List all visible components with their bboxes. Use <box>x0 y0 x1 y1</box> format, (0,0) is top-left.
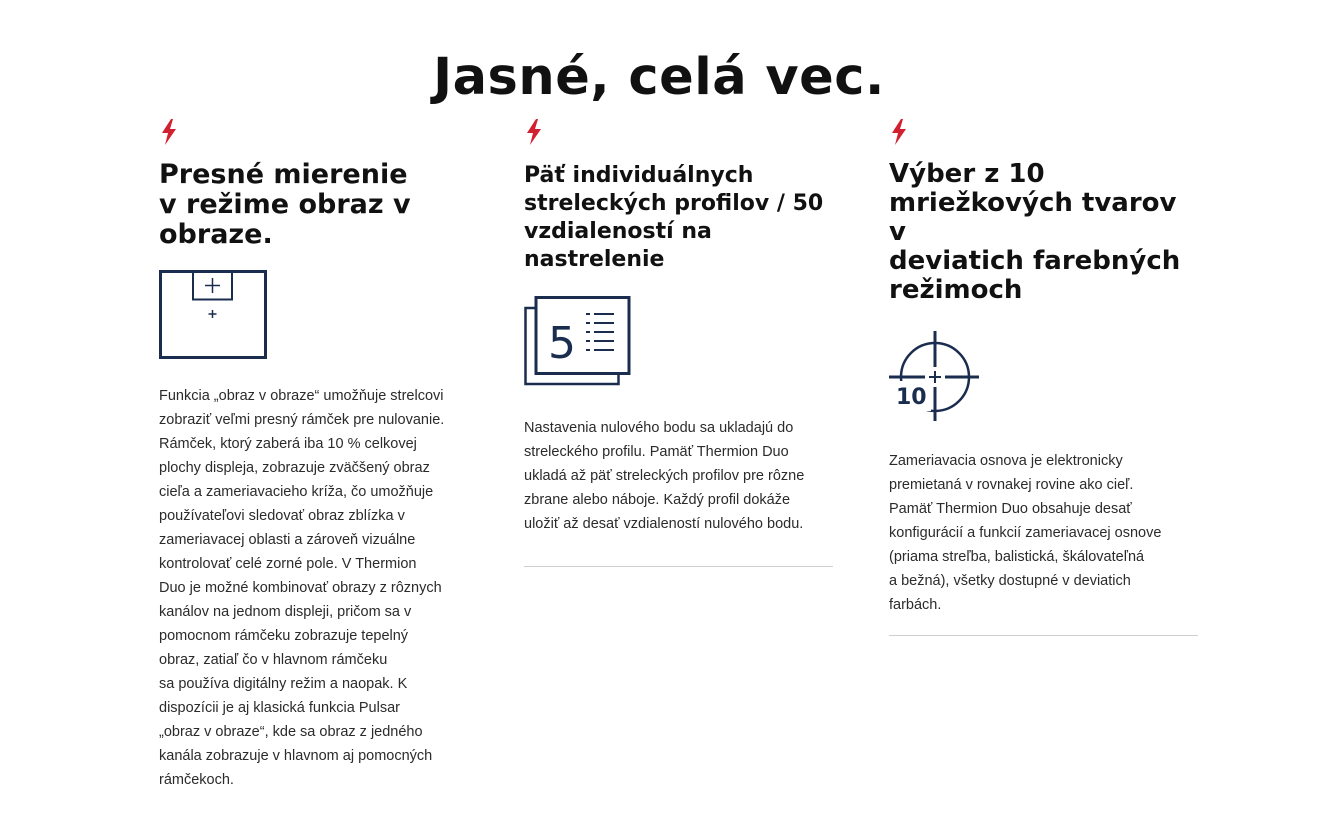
reticle-icon-number: 10 <box>896 385 927 410</box>
divider <box>524 566 833 567</box>
feature-description: Funkcia „obraz v obraze“ umožňuje strelcovi zobraziť veľmi presný rámček pre nulovanie. Rámček, ktorý zaberá iba 10 % celkovej plochy displeja, zobrazuje zväčšený obraz cieľa a zameriavacieho kríža, čo umožňuje používateľovi sledovať obraz zblízka v zameriavacej oblasti a zároveň vizuálne kontrolovať celé zorné pole. V Thermion Duo je možné kombinovať obrazy z rôznych kanálov na jednom displeji, pričom sa v pomocnom rámčeku zobrazuje tepelný obraz, zatiaľ čo v hlavnom rámčeku sa používa digitálny režim a naopak. K dispozícii je aj klasická funkcia Pulsar „obraz v obraze“, kde sa obraz z jedného kanála zobrazuje v hlavnom aj pomocných rámčekoch. <box>159 388 445 788</box>
feature-heading: Päť individuálnych streleckých profilov / 50 vzdialeností na nastrelenie <box>524 163 824 272</box>
page-title: Jasné, celá vec. <box>433 48 885 108</box>
picture-in-picture-icon <box>159 270 489 366</box>
feature-reticles <box>889 118 1209 636</box>
lightning-icon <box>159 118 179 146</box>
divider <box>889 635 1198 636</box>
profiles-icon <box>524 296 844 392</box>
lightning-icon <box>889 118 909 146</box>
feature-description: Nastavenia nulového bodu sa ukladajú do streleckého profilu. Pamäť Thermion Duo ukladá až päť streleckých profilov pre rôzne zbrane alebo náboje. Každý profil dokáže uložiť až desať vzdialeností nulového bodu. <box>524 420 805 532</box>
profiles-icon-number: 5 <box>548 318 576 369</box>
feature-picture-in-picture <box>159 118 489 807</box>
lightning-icon <box>524 118 544 146</box>
feature-description: Zameriavacia osnova je elektronicky premietaná v rovnakej rovine ako cieľ. Pamäť Thermion Duo obsahuje desať konfigurácií a funkcií zameriavacej osnove (priama streľba, balistická, škálovateľná a bežná), všetky dostupné v deviatich farbách. <box>889 453 1162 613</box>
feature-heading: Presné mierenie v režime obraz v obraze. <box>159 159 411 250</box>
feature-shooting-profiles <box>524 118 844 567</box>
reticle-icon <box>889 331 1209 427</box>
feature-heading: Výber z 10 mriežkových tvarov v deviatich farebných režimoch <box>889 159 1181 305</box>
